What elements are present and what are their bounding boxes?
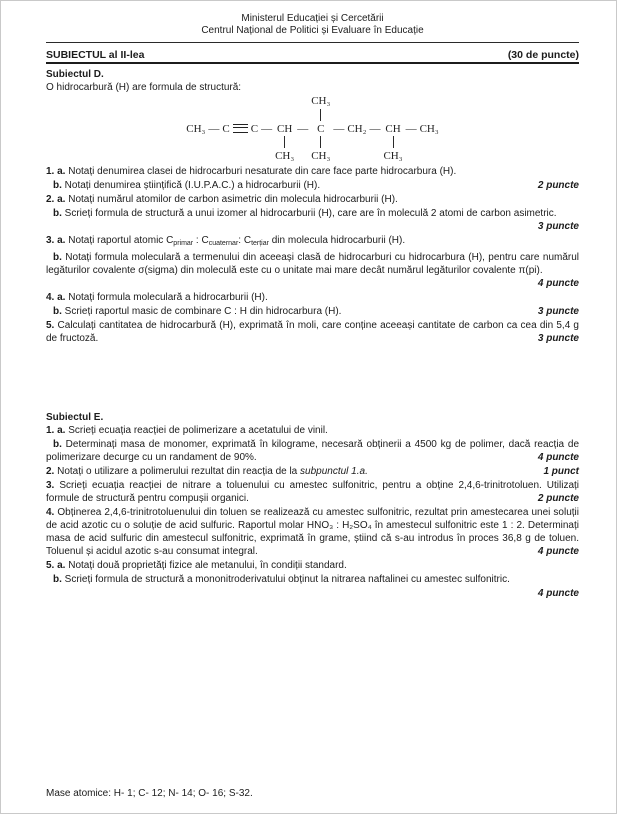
question-number: 1. a. bbox=[46, 166, 66, 177]
subscript-primar: primar bbox=[173, 240, 194, 247]
question-number: b. bbox=[53, 180, 62, 191]
question-e4 bbox=[46, 506, 579, 558]
subscript-tertiar: terțiar bbox=[251, 240, 269, 247]
header-center: Centrul Național de Politici și Evaluare în Educație bbox=[201, 25, 424, 36]
atom-group: CH CH₃ bbox=[383, 122, 403, 162]
question-d5 bbox=[46, 319, 579, 345]
subject-bar bbox=[46, 49, 579, 64]
section-d-title: Subiectul D. bbox=[46, 69, 104, 80]
question-e3 bbox=[46, 479, 579, 505]
question-text: Scrieți raportul masic de combinare C : H din hidrocarbura (H). bbox=[64, 306, 342, 317]
points-label: 4 puncte bbox=[537, 588, 579, 599]
question-text: Calculați cantitatea de hidrocarbură (H), exprimată în moli, care conține aceeași cantitate de carbon ca cea din 5,4 g de fructoză. bbox=[46, 320, 579, 344]
bond: — bbox=[208, 122, 220, 135]
italic-reference: subpunctul 1.a. bbox=[300, 466, 368, 477]
bond: — bbox=[405, 122, 417, 135]
question-text: Scrieți formula de structură a mononitroderivatului obținut la nitrarea naftalinei cu amestec sulfonitric. bbox=[64, 574, 510, 585]
question-d2a bbox=[46, 193, 579, 206]
bond: — bbox=[261, 122, 273, 135]
question-d1b bbox=[46, 179, 579, 192]
question-e1b bbox=[46, 438, 579, 464]
question-number: 1. a. bbox=[46, 425, 66, 436]
question-text: Notați o utilizare a polimerului rezultat din reacția de la subpunctul 1.a. bbox=[57, 466, 368, 477]
atom-group: C bbox=[222, 122, 230, 135]
atom-group: CH₃ C CH₃ bbox=[311, 95, 331, 162]
page-content bbox=[1, 1, 616, 600]
question-e2 bbox=[46, 465, 579, 478]
question-text: Notați denumirea științifică (I.U.P.A.C.) a hidrocarburii (H). bbox=[64, 180, 321, 191]
question-text: Notați formula moleculară a termenului din aceeași clasă de hidrocarburi cu hidrocarbura (H), pentru care numărul legăturilor covalente σ(sigma) din moleculă este cu o unitate mai mare decât numărul legăturilor covalente π(pi). bbox=[46, 252, 580, 276]
question-text: Scrieți ecuația reacției de nitrare a toluenului cu amestec sulfonitric, pentru a obține 2,4,6-trinitrotoluen. Utilizați formule de structură pentru compușii organici. bbox=[46, 480, 580, 504]
points-label: 3 puncte bbox=[537, 306, 579, 317]
question-d3b bbox=[46, 251, 579, 290]
points-label: 3 puncte bbox=[537, 333, 579, 344]
bond: — bbox=[333, 122, 345, 135]
question-number: b. bbox=[53, 574, 62, 585]
points-label: 2 puncte bbox=[537, 493, 579, 504]
question-text: Notați formula moleculară a hidrocarburii (H). bbox=[68, 292, 268, 303]
bond: — bbox=[369, 122, 381, 135]
atom-group: CH₃ bbox=[419, 122, 439, 135]
question-e5a bbox=[46, 559, 579, 572]
question-text: Notați numărul atomilor de carbon asimetric din molecula hidrocarburii (H). bbox=[68, 194, 398, 205]
points-label: 4 puncte bbox=[537, 452, 579, 463]
question-text: Scrieți formula de structură a unui izomer al hidrocarburii (H), care are în moleculă 2 atomi de carbon asimetric. bbox=[64, 208, 557, 219]
question-number: 4. bbox=[46, 507, 55, 518]
question-number: 5. a. bbox=[46, 560, 66, 571]
header-rule bbox=[46, 42, 579, 43]
subject-title: SUBIECTUL al II-lea bbox=[46, 49, 145, 61]
bond: — bbox=[297, 122, 309, 135]
atomic-masses-footer: Mase atomice: H- 1; C- 12; N- 14; O- 16; S-32. bbox=[46, 788, 253, 799]
question-number: b. bbox=[53, 252, 62, 263]
section-d-intro: O hidrocarbură (H) are formula de structură: bbox=[46, 82, 242, 93]
question-e1a bbox=[46, 424, 579, 437]
question-number: 3. a. bbox=[46, 235, 66, 246]
question-number: 2. a. bbox=[46, 194, 66, 205]
section-e-title: Subiectul E. bbox=[46, 412, 104, 423]
question-d1a bbox=[46, 165, 579, 178]
header-ministry: Ministerul Educației și Cercetării bbox=[241, 13, 384, 24]
question-text: Obținerea 2,4,6-trinitrotoluenului din toluen se realizează cu amestec sulfonitric, rezultat prin amestecarea unei soluții de acid azotic cu o soluție de acid sulfuric. Raportul molar HNO₃ : H₂SO₄ în amestecul sulfonitric este 1 : 2. Determinați masa de acid sulfuric din amestecul sulfonitric, exprimată în grame, știind că s-au introdus în proces 36,8 g de toluen. Toluenul și acidul azotic s-au consumat integral. bbox=[46, 507, 579, 557]
question-number: 4. a. bbox=[46, 292, 66, 303]
question-number: 3. bbox=[46, 480, 55, 491]
points-label: 4 puncte bbox=[537, 546, 579, 557]
question-text: Notați două proprietăți fizice ale metanului, în condiții standard. bbox=[68, 560, 347, 571]
question-number: b. bbox=[53, 306, 62, 317]
question-number: b. bbox=[53, 439, 62, 450]
bond bbox=[230, 95, 251, 162]
atom-group: CH₂ bbox=[347, 122, 367, 135]
question-number: b. bbox=[53, 208, 62, 219]
question-text: Notați denumirea clasei de hidrocarburi nesaturate din care face parte hidrocarbura (H). bbox=[68, 166, 457, 177]
question-d4a bbox=[46, 291, 579, 304]
triple-bond bbox=[233, 124, 248, 133]
question-number: 2. bbox=[46, 466, 55, 477]
question-text: Scrieți ecuația reacției de polimerizare a acetatului de vinil. bbox=[68, 425, 328, 436]
points-label: 2 puncte bbox=[537, 180, 579, 191]
points-label: 4 puncte bbox=[537, 278, 579, 289]
points-label: 3 puncte bbox=[537, 221, 579, 232]
question-d2b bbox=[46, 207, 579, 233]
question-number: 5. bbox=[46, 320, 55, 331]
atom-group: C bbox=[250, 122, 259, 135]
question-text: Notați raportul atomic $C_{primar}$ : $C_{cuaternar}$: $C_{terțiar}$ din molecula hidrocarburii (H). bbox=[68, 235, 406, 247]
atom-group: CH₃ bbox=[186, 122, 206, 135]
subscript-cuaternar: cuaternar bbox=[208, 240, 239, 247]
question-text: Determinați masa de monomer, exprimată în kilograme, necesară obținerii a 4500 kg de polimer, dacă reacția de polimerizare decurge cu un randament de 90%. bbox=[46, 439, 580, 463]
subject-points: (30 de puncte) bbox=[507, 49, 579, 61]
question-d4b bbox=[46, 305, 579, 318]
points-label: 1 punct bbox=[543, 466, 579, 477]
structural-formula bbox=[46, 95, 579, 162]
atom-group: CH CH₃ bbox=[275, 122, 295, 162]
question-e5b bbox=[46, 573, 579, 586]
question-d3a bbox=[46, 234, 579, 250]
document-header bbox=[46, 13, 579, 37]
